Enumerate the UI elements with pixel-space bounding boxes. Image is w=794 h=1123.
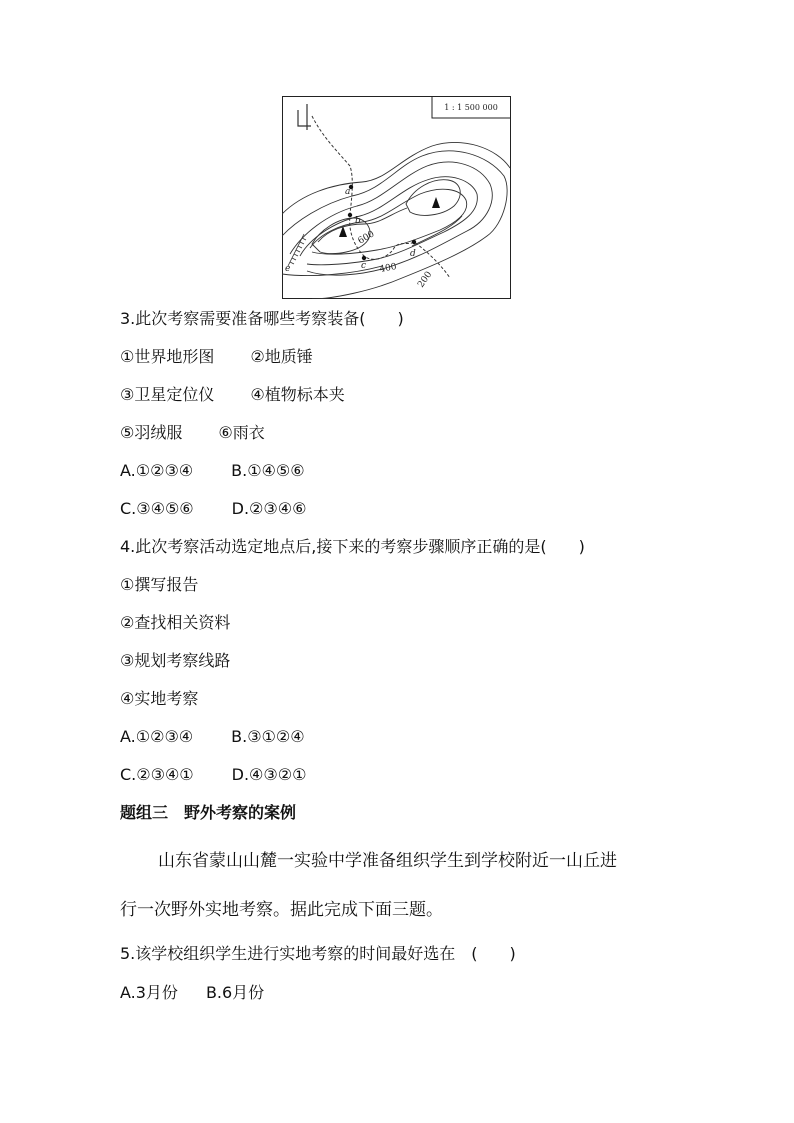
q3-option-c: C.③④⑤⑥: [120, 499, 194, 518]
q3-item: ⑥雨衣: [218, 423, 265, 442]
q4-item: ④实地考察: [120, 689, 199, 708]
q3-option-d: D.②③④⑥: [231, 499, 307, 518]
q4-option-c: C.②③④①: [120, 765, 194, 784]
q4-option-a: A.①②③④: [120, 727, 194, 746]
contour-label-400: 400: [378, 262, 398, 275]
q3-options-cd: [120, 499, 306, 519]
q4-options-cd: [120, 765, 306, 785]
point-label-e: e: [285, 264, 291, 274]
q4-options-ab: [120, 727, 305, 747]
q5-options-ab: [120, 983, 264, 1003]
q5-option-a: A.3月份: [120, 983, 178, 1002]
q3-item: ③卫星定位仪: [120, 385, 215, 404]
q3-option-a: A.①②③④: [120, 461, 194, 480]
q3-item: ①世界地形图: [120, 347, 215, 366]
q3-options-ab: [120, 461, 305, 481]
q3-items-row1: [120, 347, 313, 367]
topographic-map: [282, 96, 511, 299]
point-label-b: b: [355, 216, 361, 226]
point-label-d: d: [410, 249, 416, 259]
q3-items-row3: [120, 423, 265, 443]
contour-label-600: 600: [356, 229, 377, 247]
q5-option-b: B.6月份: [205, 983, 265, 1002]
section-intro-line2: 行一次野外实地考察。据此完成下面三题。: [120, 900, 443, 920]
point-label-c: c: [361, 261, 367, 271]
q3-option-b: B.①④⑤⑥: [231, 461, 305, 480]
section-title: 题组三 野外考察的案例: [120, 803, 297, 822]
q4-option-d: D.④③②①: [231, 765, 307, 784]
scale-text: 1 : 1 500 000: [444, 103, 498, 112]
point-label-a: a: [345, 187, 351, 197]
q3-item: ⑤羽绒服: [120, 423, 183, 442]
q4-item: ②查找相关资料: [120, 613, 231, 632]
q3-item: ④植物标本夹: [250, 385, 345, 404]
q3-stem: 3.此次考察需要准备哪些考察装备( ): [120, 309, 404, 328]
q4-stem: 4.此次考察活动选定地点后,接下来的考察步骤顺序正确的是( ): [120, 537, 585, 556]
q3-item: ②地质锤: [250, 347, 313, 366]
contour-label-200: 200: [416, 269, 435, 290]
q3-items-row2: [120, 385, 345, 405]
q4-option-b: B.③①②④: [231, 727, 305, 746]
section-intro-line1: 山东省蒙山山麓一实验中学准备组织学生到学校附近一山丘进: [158, 851, 617, 871]
q5-stem: 5.该学校组织学生进行实地考察的时间最好选在 ( ): [120, 944, 516, 963]
q4-item: ①撰写报告: [120, 575, 199, 594]
q4-item: ③规划考察线路: [120, 651, 231, 670]
